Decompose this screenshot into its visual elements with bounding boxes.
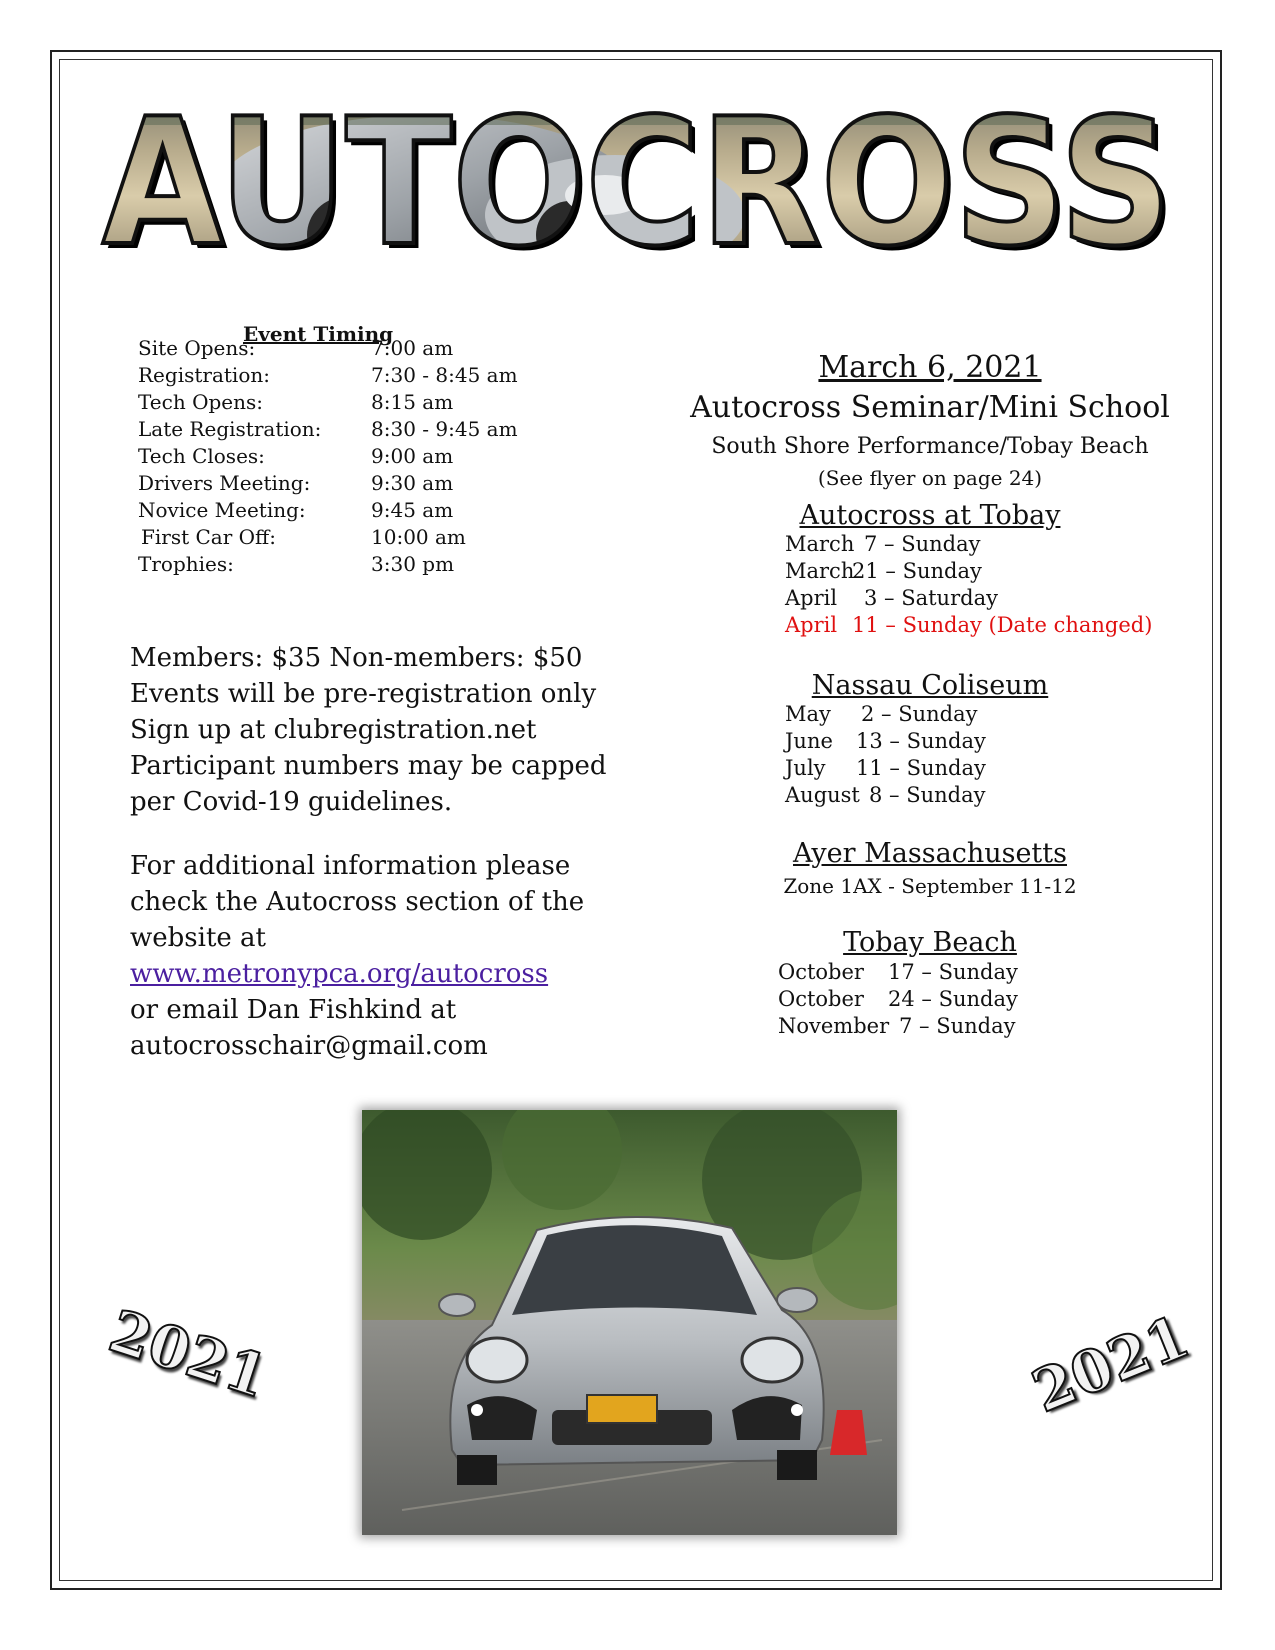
schedule-day: 2 – Sunday <box>861 702 978 726</box>
banner-shadow: AUTOCROSS <box>107 87 1177 270</box>
ayer-detail: Zone 1AX - September 11-12 <box>783 874 1077 898</box>
schedule-day: 21 – Sunday <box>852 559 982 583</box>
schedule-month: April <box>785 613 838 637</box>
info-line: check the Autocross section of the <box>130 887 585 917</box>
car-photo <box>362 1110 897 1535</box>
tobay-title: Autocross at Tobay <box>799 500 1061 531</box>
schedule-day: 3 – Saturday <box>864 586 998 610</box>
seminar-title: Autocross Seminar/Mini School <box>690 390 1170 425</box>
car-photo-illustration <box>362 1110 897 1535</box>
schedule-day: 11 – Sunday <box>856 756 986 780</box>
schedule-day: 11 – Sunday (Date changed) <box>852 613 1153 637</box>
timing-time: 7:30 - 8:45 am <box>371 363 518 387</box>
timing-label: Late Registration: <box>138 417 322 441</box>
timing-row <box>138 498 538 526</box>
event-timing-title: Event Timing <box>243 322 394 346</box>
schedule-month: November <box>778 1014 890 1038</box>
timing-time: 3:30 pm <box>371 552 455 576</box>
schedule-month: June <box>785 729 833 753</box>
timing-label: First Car Off: <box>141 525 276 549</box>
timing-time: 9:00 am <box>371 444 454 468</box>
timing-row <box>138 552 538 580</box>
info-block <box>130 848 610 1064</box>
fees-block <box>130 640 610 820</box>
nassau-title: Nassau Coliseum <box>811 670 1049 701</box>
banner-title: AUTOCROSS <box>102 85 1172 270</box>
fees-line: Participant numbers may be capped <box>130 751 607 781</box>
timing-row <box>138 363 538 391</box>
timing-time: 8:15 am <box>371 390 454 414</box>
timing-time: 8:30 - 9:45 am <box>371 417 518 441</box>
schedule-day: 8 – Sunday <box>869 783 986 807</box>
schedule-month: October <box>778 987 864 1011</box>
timing-row <box>138 417 538 445</box>
timing-row <box>138 336 538 364</box>
seminar-date: March 6, 2021 <box>818 350 1042 385</box>
year-2021-right: 2021 <box>1023 1302 1199 1426</box>
info-line: For additional information please <box>130 851 571 881</box>
seminar-note: (See flyer on page 24) <box>817 466 1043 490</box>
fees-line: Events will be pre-registration only <box>130 679 597 709</box>
tobay-beach-title: Tobay Beach <box>843 927 1017 958</box>
info-line: website at <box>130 923 266 953</box>
schedule-month: May <box>785 702 831 726</box>
schedule-month: April <box>785 586 838 610</box>
year-2021-left: 2021 <box>101 1296 276 1412</box>
schedule-month: March <box>785 532 855 556</box>
timing-time: 7:00 am <box>371 336 454 360</box>
fees-line: Members: $35 Non-members: $50 <box>130 643 583 673</box>
schedule-day: 24 – Sunday <box>888 987 1018 1011</box>
ayer-title: Ayer Massachusetts <box>793 838 1067 869</box>
schedule-day: 7 – Sunday <box>864 532 981 556</box>
autocross-banner <box>95 85 1180 270</box>
fees-line: Sign up at clubregistration.net <box>130 715 537 745</box>
schedule-month: August <box>785 783 860 807</box>
timing-row <box>138 390 538 418</box>
timing-label: Trophies: <box>138 552 234 576</box>
timing-time: 9:45 am <box>371 498 454 522</box>
email-address: autocrosschair@gmail.com <box>130 1031 488 1061</box>
timing-row <box>138 525 538 553</box>
timing-row <box>138 444 538 472</box>
schedule-month: March <box>785 559 855 583</box>
timing-label: Novice Meeting: <box>138 498 306 522</box>
timing-label: Drivers Meeting: <box>138 471 311 495</box>
schedule-month: July <box>785 756 826 780</box>
timing-label: Tech Closes: <box>138 444 265 468</box>
schedule-day: 7 – Sunday <box>899 1014 1016 1038</box>
timing-row <box>138 471 538 499</box>
schedule-month: October <box>778 960 864 984</box>
timing-label: Tech Opens: <box>138 390 263 414</box>
fees-line: per Covid-19 guidelines. <box>130 787 453 817</box>
website-link[interactable]: www.metronypca.org/autocross <box>130 959 549 989</box>
schedule-day: 13 – Sunday <box>856 729 986 753</box>
timing-label: Registration: <box>138 363 270 387</box>
seminar-location: South Shore Performance/Tobay Beach <box>711 434 1149 459</box>
info-line: or email Dan Fishkind at <box>130 995 457 1025</box>
timing-time: 9:30 am <box>371 471 454 495</box>
schedule-day: 17 – Sunday <box>888 960 1018 984</box>
timing-time: 10:00 am <box>371 525 466 549</box>
timing-label: Site Opens: <box>138 336 256 360</box>
